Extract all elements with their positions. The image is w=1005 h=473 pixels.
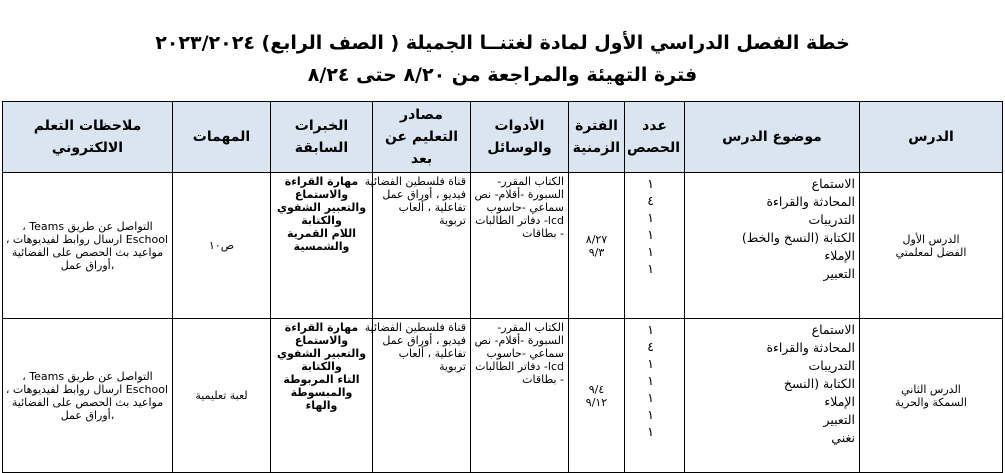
remote-sources-cell bbox=[364, 173, 471, 319]
count-item: ١ bbox=[647, 244, 654, 259]
count-item: ٤ bbox=[647, 193, 654, 208]
period-end: ٩/١٢ bbox=[585, 395, 608, 409]
lesson-number: الدرس الثاني bbox=[901, 382, 961, 396]
remote-item: فيديو ، أوراق عمل bbox=[382, 188, 466, 201]
count-cell bbox=[625, 319, 685, 473]
count-item: ١ bbox=[647, 322, 654, 337]
topic-item: الكتابة (النسخ bbox=[783, 376, 855, 391]
note-line: ،أوراق عمل bbox=[60, 408, 115, 422]
prior-item: والاستماع bbox=[294, 334, 349, 347]
topic-item: المحادثة والقراءة bbox=[766, 194, 855, 209]
topic-item: الإملاء bbox=[824, 394, 855, 409]
prior-item: والكتابة bbox=[301, 360, 342, 373]
prior-item: مهارة القراءة bbox=[284, 321, 359, 334]
count-item: ١ bbox=[647, 424, 654, 439]
note-line: مواعيد بث الحصص على الفضائية bbox=[11, 395, 164, 409]
table-row bbox=[3, 173, 1003, 319]
count-item: ١ bbox=[647, 407, 654, 422]
notes-cell bbox=[3, 173, 173, 319]
prior-item: والكتابة bbox=[301, 214, 342, 227]
topic-item: التدريبات bbox=[808, 358, 855, 373]
plan-table bbox=[2, 101, 1003, 473]
count-item: ١ bbox=[647, 373, 654, 388]
lesson-cell bbox=[860, 173, 1003, 319]
tasks-cell bbox=[173, 173, 271, 319]
topic-item: التعبير bbox=[823, 266, 855, 281]
topic-item: نغني bbox=[831, 430, 855, 445]
lesson-cell bbox=[860, 319, 1003, 473]
note-line: التواصل عن طريق Teams ، bbox=[22, 219, 153, 233]
header-row bbox=[3, 102, 1003, 173]
tools-cell bbox=[471, 319, 569, 473]
topic-item: الاستماع bbox=[811, 322, 855, 337]
tool-item: lcd- دفاتر الطالبات bbox=[475, 360, 564, 373]
header-topic: موضوع الدرس bbox=[685, 102, 860, 173]
tool-item: - بطاقات bbox=[522, 227, 564, 240]
tool-item: السبورة -أقلام- نص bbox=[474, 188, 564, 201]
topic-item: الاستماع bbox=[811, 176, 855, 191]
count-item: ١ bbox=[647, 210, 654, 225]
count-item: ١ bbox=[647, 261, 654, 276]
prior-item: والاستماع bbox=[294, 188, 349, 201]
tasks-cell bbox=[173, 319, 271, 473]
header-period: الفترة الزمنية bbox=[569, 102, 625, 173]
period-cell bbox=[569, 319, 625, 473]
table-row bbox=[3, 319, 1003, 473]
header-tools: الأدوات والوسائل bbox=[471, 102, 569, 173]
tool-item: السبورة -أقلام- نص bbox=[474, 334, 564, 347]
period-start: ٩/٤ bbox=[588, 382, 605, 396]
note-line: Eschool ارسال روابط لفيديوهات ، bbox=[5, 382, 168, 396]
header-prior-experience: الخبرات السابقة bbox=[271, 102, 373, 173]
tool-item: الكتاب المقرر- bbox=[497, 175, 564, 188]
prior-experience-cell bbox=[271, 319, 373, 473]
header-remote-sources: مصادر التعليم عن بعد bbox=[373, 102, 471, 173]
topic-item: التعبير bbox=[823, 412, 855, 427]
prior-item: والتعبير الشفوي bbox=[276, 201, 367, 214]
tool-item: - بطاقات bbox=[522, 373, 564, 386]
tool-item: سماعي -حاسوب bbox=[486, 201, 564, 214]
task-text: لعبة تعليمية bbox=[195, 389, 248, 402]
topic-cell bbox=[685, 173, 860, 319]
header-lesson: الدرس bbox=[860, 102, 1003, 173]
remote-item: تربوية bbox=[439, 214, 466, 227]
prior-item: والهاء bbox=[305, 399, 338, 412]
header-elearning-notes: ملاحظات التعلم الالكتروني bbox=[3, 102, 173, 173]
lesson-number: الدرس الأول bbox=[902, 232, 960, 246]
remote-item: قناة فلسطين الفضائية bbox=[364, 321, 466, 334]
topic-item: الكتابة (النسخ والخط) bbox=[741, 230, 855, 245]
topic-cell bbox=[685, 319, 860, 473]
period-end: ٩/٣ bbox=[588, 245, 605, 259]
header-tasks: المهمات bbox=[173, 102, 271, 173]
remote-item: فيديو ، أوراق عمل bbox=[382, 334, 466, 347]
note-line: ،أوراق عمل bbox=[60, 258, 115, 272]
note-line: مواعيد بث الحصص على الفضائية bbox=[11, 245, 164, 259]
topic-item: التدريبات bbox=[808, 212, 855, 227]
prior-item: اللام القمرية bbox=[287, 227, 356, 240]
tool-item: الكتاب المقرر- bbox=[497, 321, 564, 334]
lesson-title: الفضل لمعلمتي bbox=[895, 245, 967, 259]
plan-subtitle: فترة التهيئة والمراجعة من ٨/٢٠ حتى ٨/٢٤ bbox=[307, 64, 698, 86]
count-item: ١ bbox=[647, 176, 654, 191]
remote-item: تفاعلية ، ألعاب bbox=[398, 201, 466, 214]
tools-cell bbox=[471, 173, 569, 319]
lesson-title: السمكة والحرية bbox=[895, 395, 967, 409]
note-line: التواصل عن طريق Teams ، bbox=[22, 369, 153, 383]
topic-item: المحادثة والقراءة bbox=[766, 340, 855, 355]
prior-item: والمبسوطة bbox=[290, 386, 353, 399]
task-text: ص١٠ bbox=[208, 239, 235, 252]
remote-item: تربوية bbox=[439, 360, 466, 373]
prior-item: والتعبير الشفوي bbox=[276, 347, 367, 360]
count-item: ١ bbox=[647, 390, 654, 405]
tool-item: lcd- دفاتر الطالبات bbox=[475, 214, 564, 227]
notes-cell bbox=[3, 319, 173, 473]
count-cell bbox=[625, 173, 685, 319]
period-start: ٨/٢٧ bbox=[585, 232, 608, 246]
remote-item: تفاعلية ، ألعاب bbox=[398, 347, 466, 360]
prior-item: والشمسية bbox=[293, 240, 350, 253]
prior-experience-cell bbox=[271, 173, 373, 319]
header-count: عدد الحصص bbox=[625, 102, 685, 173]
period-cell bbox=[569, 173, 625, 319]
prior-item: التاء المربوطة bbox=[283, 373, 360, 386]
remote-item: قناة فلسطين الفضائية bbox=[364, 175, 466, 188]
count-item: ١ bbox=[647, 356, 654, 371]
remote-sources-cell bbox=[364, 319, 471, 473]
count-item: ٤ bbox=[647, 339, 654, 354]
topic-item: الإملاء bbox=[824, 248, 855, 263]
prior-item: مهارة القراءة bbox=[284, 175, 359, 188]
count-item: ١ bbox=[647, 227, 654, 242]
plan-title: خطة الفصل الدراسي الأول لمادة لغتنــا الجميلة ( الصف الرابع) ٢٠٢٣/٢٠٢٤ bbox=[155, 32, 850, 54]
tool-item: سماعي -حاسوب bbox=[486, 347, 564, 360]
note-line: Eschool ارسال روابط لفيديوهات ، bbox=[5, 232, 168, 246]
